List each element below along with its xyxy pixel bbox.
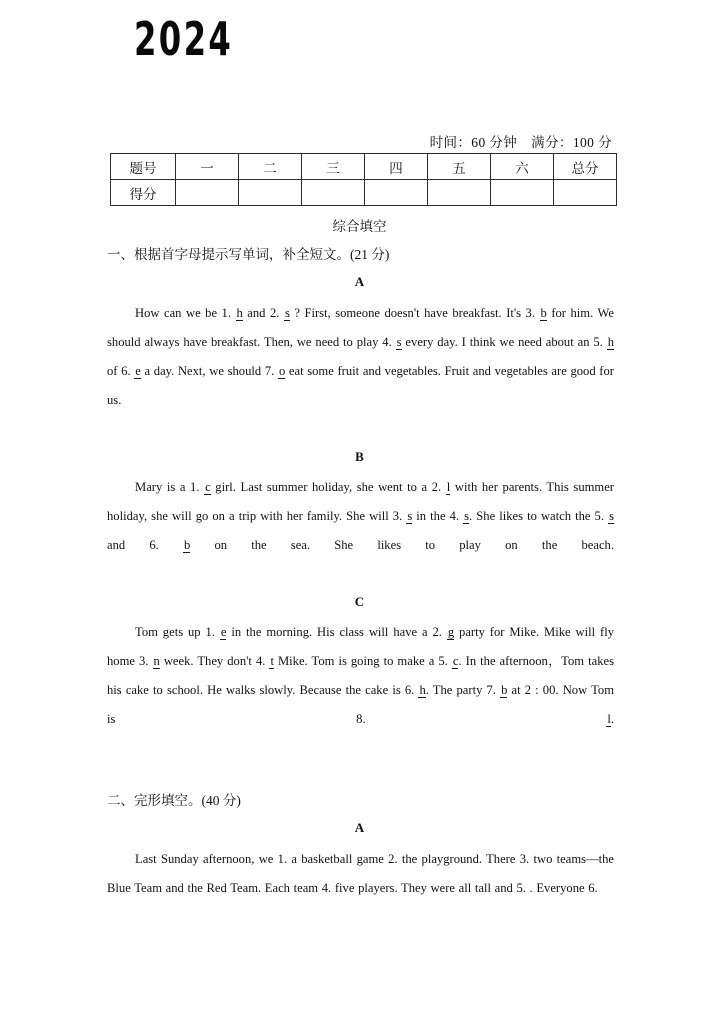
passage-a-body <box>107 299 614 444</box>
passage-text: with her parents. This summer holiday, she will go on a trip with her family. She will 3. <box>107 480 614 523</box>
score-table-cell: 二 <box>239 154 302 180</box>
passage-text: Mike. Tom is going to make a 5. <box>273 654 452 668</box>
score-input-cell[interactable] <box>491 180 554 206</box>
passage-letter-a: A <box>354 274 365 289</box>
passage-text: two teams—the Blue Team and the Red Team. Each team 4. <box>107 852 614 895</box>
fill-blank-6[interactable]: h <box>419 683 426 697</box>
passage-text: girl. Last summer holiday, she went to a 2. <box>210 480 446 494</box>
passage-text: and 6. <box>107 538 183 552</box>
score-table-wrapper <box>110 153 610 206</box>
fill-blank-5[interactable]: s <box>609 509 614 523</box>
section-heading-1: 一、根据首字母提示写单词，补全短文。(21 分) <box>107 247 390 262</box>
fill-blank-5[interactable]: h <box>607 335 614 349</box>
passage-text: a basketball game 2. <box>291 852 402 866</box>
score-table-row-label: 得分 <box>111 180 176 206</box>
exam-score-label: 满分：100 分 <box>531 135 612 150</box>
passage-letter-c: C <box>354 594 365 609</box>
passage-text: of 6. <box>107 364 135 378</box>
passage-c-body <box>107 618 614 763</box>
passage-text: ? First, someone doesn't have breakfast. It's 3. <box>289 306 540 320</box>
score-table-cell: 一 <box>176 154 239 180</box>
passage-text: in the morning. His class will have a 2. <box>226 625 447 639</box>
score-input-cell[interactable] <box>239 180 302 206</box>
score-table-cell: 五 <box>428 154 491 180</box>
score-table-cell: 总分 <box>554 154 617 180</box>
exam-meta-line <box>107 131 612 151</box>
passage-text: party for Mike. Mike will fly home 3. <box>107 625 614 668</box>
fill-blank-3[interactable]: s <box>407 509 413 523</box>
table-row <box>111 154 617 180</box>
passage-text: Mary is a 1. <box>135 480 205 494</box>
passage-text: every day. I think we need about an 5. <box>401 335 607 349</box>
fill-blank-7[interactable]: b <box>501 683 508 697</box>
passage-text: . The party 7. <box>425 683 501 697</box>
passage-text: . She likes to watch the 5. <box>469 509 609 523</box>
fill-blank-4[interactable]: s <box>464 509 470 523</box>
fill-blank-6[interactable]: e <box>135 364 141 378</box>
fill-blank-3[interactable]: b <box>540 306 547 320</box>
passage-text: . In the afternoon，Tom takes his cake to school. He walks slowly. Because the cake is 6. <box>107 654 614 697</box>
score-input-cell[interactable] <box>365 180 428 206</box>
passage-text: Tom gets up 1. <box>135 625 220 639</box>
score-table <box>110 153 617 206</box>
fill-blank-8[interactable]: l <box>607 712 611 726</box>
score-table-cell: 四 <box>365 154 428 180</box>
passage-text: and 2. <box>242 306 284 320</box>
fill-blank-4[interactable]: t <box>270 654 274 668</box>
fill-blank-2[interactable]: l <box>446 480 451 494</box>
fill-blank-1[interactable]: h <box>236 306 243 320</box>
fill-blank-6[interactable]: b <box>184 538 191 552</box>
fill-blank-7[interactable]: o <box>278 364 286 378</box>
score-input-cell[interactable] <box>176 180 239 206</box>
section-heading-2: 二、完形填空。(40 分) <box>107 793 241 808</box>
score-table-row-label: 题号 <box>111 154 176 180</box>
passage-text: for him. We should always have breakfast. Then, we need to play 4. <box>107 306 614 349</box>
passage-b-body <box>107 473 614 589</box>
fill-blank-5[interactable]: c <box>452 654 459 668</box>
score-input-cell[interactable] <box>554 180 617 206</box>
fill-blank-1[interactable]: c <box>205 480 211 494</box>
passage-text: a day. Next, we should 7. <box>140 364 278 378</box>
fill-blank-2[interactable]: g <box>447 625 455 639</box>
passage-text: eat some fruit and vegetables. Fruit and vegetables are good for us. <box>107 364 614 407</box>
score-input-cell[interactable] <box>428 180 491 206</box>
passage-text: How can we be 1. <box>135 306 236 320</box>
fill-blank-1[interactable]: e <box>220 625 227 639</box>
passage-text: . Everyone 6. <box>529 881 598 895</box>
cloze-passage-a-body <box>107 845 614 903</box>
fill-blank-2[interactable]: s <box>284 306 290 320</box>
passage-letter-b: B <box>355 449 364 464</box>
passage-text: . <box>610 712 614 726</box>
page-title: 2024 <box>134 12 234 66</box>
cloze-passage-letter-a: A <box>354 820 365 835</box>
table-row <box>111 180 617 206</box>
passage-text: week. They don't 4. <box>159 654 270 668</box>
passage-text: the playground. There 3. <box>401 852 534 866</box>
passage-text: at 2 : 00. Now Tom is 8. <box>107 683 614 726</box>
score-table-cell: 三 <box>302 154 365 180</box>
passage-text: on the sea. She likes to play on the beach. <box>190 538 614 552</box>
score-input-cell[interactable] <box>302 180 365 206</box>
score-table-cell: 六 <box>491 154 554 180</box>
fill-blank-4[interactable]: s <box>396 335 402 349</box>
passage-text: five players. They were all tall and 5. <box>334 881 530 895</box>
fill-blank-3[interactable]: n <box>153 654 160 668</box>
paper-heading: 综合填空 <box>332 219 387 234</box>
exam-time-label: 时间：60 分钟 <box>429 135 518 150</box>
passage-text: in the 4. <box>412 509 464 523</box>
passage-text: Last Sunday afternoon, we 1. <box>135 852 292 866</box>
